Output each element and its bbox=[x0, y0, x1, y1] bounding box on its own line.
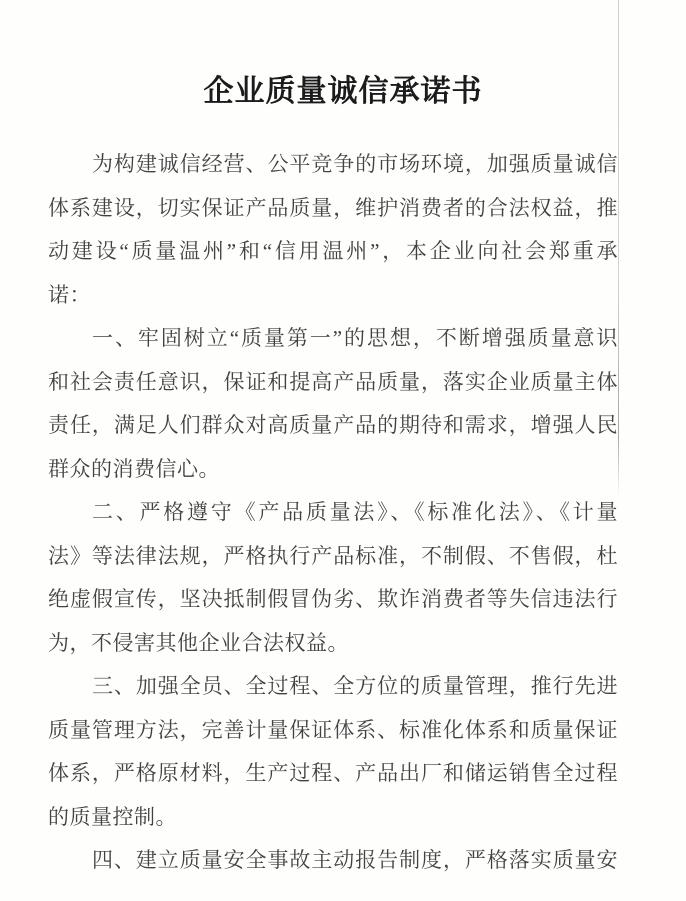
body-line: 四、建立质量安全事故主动报告制度，严格落实质量安 bbox=[92, 848, 618, 872]
body-line: 体系建设，切实保证产品质量，维护消费者的合法权益，推 bbox=[48, 195, 618, 220]
body-line: 质量管理方法，完善计量保证体系、标准化体系和质量保证 bbox=[48, 717, 618, 742]
scan-artifact-line bbox=[618, 0, 619, 497]
body-line: 为，不侵害其他企业合法权益。 bbox=[48, 630, 349, 655]
body-line: 体系，严格原材料，生产过程、产品出厂和储运销售全过程 bbox=[48, 761, 618, 785]
body-line: 群众的消费信心。 bbox=[48, 456, 220, 481]
body-line: 为构建诚信经营、公平竞争的市场环境，加强质量诚信 bbox=[92, 152, 618, 176]
page-title: 企业质量诚信承诺书 bbox=[203, 75, 483, 108]
body-line: 绝虚假宣传，坚决抵制假冒伪劣、欺诈消费者等失信违法行 bbox=[48, 587, 618, 611]
body-line: 和社会责任意识，保证和提高产品质量，落实企业质量主体 bbox=[48, 369, 618, 394]
body-line: 动建设“质量温州”和“信用温州”，本企业向社会郑重承 bbox=[48, 239, 618, 263]
body-line: 法》等法律法规，严格执行产品标准，不制假、不售假，杜 bbox=[48, 543, 618, 568]
body-line: 三、加强全员、全过程、全方位的质量管理，推行先进 bbox=[92, 674, 618, 698]
body-line: 一、牢固树立“质量第一”的思想，不断增强质量意识 bbox=[92, 326, 618, 350]
body-line: 诺： bbox=[48, 282, 91, 307]
body-line: 责任，满足人们群众对高质量产品的期待和需求，增强人民 bbox=[48, 413, 618, 437]
body-line: 的质量控制。 bbox=[48, 804, 177, 829]
document-body bbox=[48, 143, 618, 883]
body-line: 二、严格遵守《产品质量法》、《标准化法》、《计量 bbox=[92, 500, 618, 524]
